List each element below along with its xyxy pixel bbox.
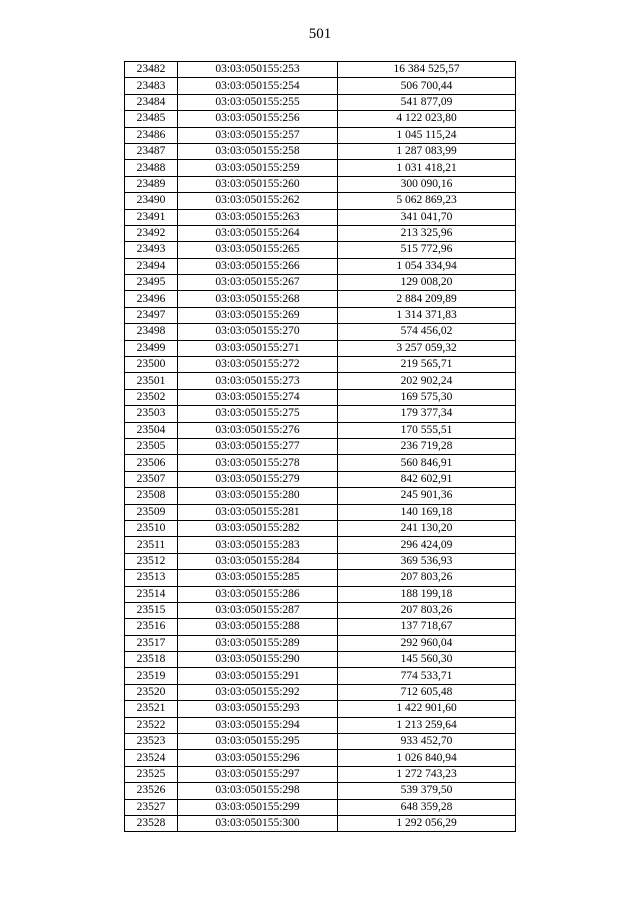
row-number-cell: 23503 bbox=[125, 406, 178, 422]
table-row bbox=[125, 684, 516, 700]
cadastral-value-cell: 170 555,51 bbox=[338, 422, 516, 438]
row-number-cell: 23528 bbox=[125, 815, 178, 831]
row-number-cell: 23486 bbox=[125, 127, 178, 143]
table-row bbox=[125, 193, 516, 209]
cadastral-number-cell: 03:03:050155:294 bbox=[178, 717, 338, 733]
row-number-cell: 23497 bbox=[125, 307, 178, 323]
cadastral-value-cell: 140 169,18 bbox=[338, 504, 516, 520]
table-row bbox=[125, 340, 516, 356]
cadastral-number-cell: 03:03:050155:266 bbox=[178, 258, 338, 274]
cadastral-number-cell: 03:03:050155:260 bbox=[178, 176, 338, 192]
table-row bbox=[125, 389, 516, 405]
cadastral-number-cell: 03:03:050155:285 bbox=[178, 570, 338, 586]
table-row bbox=[125, 406, 516, 422]
cadastral-value-cell: 560 846,91 bbox=[338, 455, 516, 471]
cadastral-number-cell: 03:03:050155:271 bbox=[178, 340, 338, 356]
cadastral-number-cell: 03:03:050155:258 bbox=[178, 143, 338, 159]
cadastral-number-cell: 03:03:050155:280 bbox=[178, 488, 338, 504]
cadastral-number-cell: 03:03:050155:291 bbox=[178, 668, 338, 684]
row-number-cell: 23496 bbox=[125, 291, 178, 307]
row-number-cell: 23521 bbox=[125, 701, 178, 717]
table-row bbox=[125, 799, 516, 815]
cadastral-value-cell: 648 359,28 bbox=[338, 799, 516, 815]
cadastral-value-cell: 539 379,50 bbox=[338, 783, 516, 799]
table-row bbox=[125, 291, 516, 307]
cadastral-number-cell: 03:03:050155:297 bbox=[178, 766, 338, 782]
cadastral-number-cell: 03:03:050155:270 bbox=[178, 324, 338, 340]
cadastral-value-cell: 296 424,09 bbox=[338, 537, 516, 553]
table-row bbox=[125, 537, 516, 553]
row-number-cell: 23505 bbox=[125, 438, 178, 454]
cadastral-value-cell: 574 456,02 bbox=[338, 324, 516, 340]
cadastral-value-cell: 1 287 083,99 bbox=[338, 143, 516, 159]
row-number-cell: 23515 bbox=[125, 602, 178, 618]
row-number-cell: 23483 bbox=[125, 78, 178, 94]
table-row bbox=[125, 471, 516, 487]
cadastral-value-cell: 1 213 259,64 bbox=[338, 717, 516, 733]
cadastral-value-cell: 241 130,20 bbox=[338, 520, 516, 536]
cadastral-value-cell: 300 090,16 bbox=[338, 176, 516, 192]
cadastral-number-cell: 03:03:050155:273 bbox=[178, 373, 338, 389]
cadastral-number-cell: 03:03:050155:283 bbox=[178, 537, 338, 553]
cadastral-value-cell: 245 901,36 bbox=[338, 488, 516, 504]
row-number-cell: 23482 bbox=[125, 62, 178, 78]
table-row bbox=[125, 438, 516, 454]
cadastral-value-cell: 4 122 023,80 bbox=[338, 111, 516, 127]
table-row bbox=[125, 209, 516, 225]
cadastral-number-cell: 03:03:050155:264 bbox=[178, 225, 338, 241]
cadastral-number-cell: 03:03:050155:256 bbox=[178, 111, 338, 127]
table-row bbox=[125, 488, 516, 504]
row-number-cell: 23522 bbox=[125, 717, 178, 733]
table-row bbox=[125, 62, 516, 78]
row-number-cell: 23504 bbox=[125, 422, 178, 438]
row-number-cell: 23508 bbox=[125, 488, 178, 504]
row-number-cell: 23510 bbox=[125, 520, 178, 536]
row-number-cell: 23509 bbox=[125, 504, 178, 520]
table-row bbox=[125, 750, 516, 766]
cadastral-number-cell: 03:03:050155:278 bbox=[178, 455, 338, 471]
cadastral-value-cell: 202 902,24 bbox=[338, 373, 516, 389]
cadastral-number-cell: 03:03:050155:275 bbox=[178, 406, 338, 422]
cadastral-value-cell: 1 272 743,23 bbox=[338, 766, 516, 782]
cadastral-value-cell: 2 884 209,89 bbox=[338, 291, 516, 307]
cadastral-number-cell: 03:03:050155:292 bbox=[178, 684, 338, 700]
table-row bbox=[125, 701, 516, 717]
cadastral-number-cell: 03:03:050155:268 bbox=[178, 291, 338, 307]
row-number-cell: 23485 bbox=[125, 111, 178, 127]
row-number-cell: 23502 bbox=[125, 389, 178, 405]
table-row bbox=[125, 275, 516, 291]
cadastral-number-cell: 03:03:050155:286 bbox=[178, 586, 338, 602]
cadastral-value-cell: 207 803,26 bbox=[338, 602, 516, 618]
table-row bbox=[125, 78, 516, 94]
table-row bbox=[125, 652, 516, 668]
cadastral-value-cell: 1 422 901,60 bbox=[338, 701, 516, 717]
table-row bbox=[125, 602, 516, 618]
cadastral-number-cell: 03:03:050155:279 bbox=[178, 471, 338, 487]
cadastral-number-cell: 03:03:050155:296 bbox=[178, 750, 338, 766]
table-row bbox=[125, 357, 516, 373]
table-row bbox=[125, 127, 516, 143]
cadastral-value-cell: 1 045 115,24 bbox=[338, 127, 516, 143]
cadastral-number-cell: 03:03:050155:274 bbox=[178, 389, 338, 405]
table-row bbox=[125, 94, 516, 110]
cadastral-number-cell: 03:03:050155:293 bbox=[178, 701, 338, 717]
cadastral-number-cell: 03:03:050155:263 bbox=[178, 209, 338, 225]
row-number-cell: 23525 bbox=[125, 766, 178, 782]
cadastral-value-cell: 933 452,70 bbox=[338, 734, 516, 750]
table-row bbox=[125, 176, 516, 192]
table-row bbox=[125, 160, 516, 176]
table-row bbox=[125, 586, 516, 602]
table-row bbox=[125, 307, 516, 323]
row-number-cell: 23498 bbox=[125, 324, 178, 340]
row-number-cell: 23517 bbox=[125, 635, 178, 651]
cadastral-value-cell: 145 560,30 bbox=[338, 652, 516, 668]
row-number-cell: 23487 bbox=[125, 143, 178, 159]
row-number-cell: 23512 bbox=[125, 553, 178, 569]
row-number-cell: 23489 bbox=[125, 176, 178, 192]
cadastral-value-cell: 1 031 418,21 bbox=[338, 160, 516, 176]
cadastral-number-cell: 03:03:050155:262 bbox=[178, 193, 338, 209]
row-number-cell: 23523 bbox=[125, 734, 178, 750]
cadastral-number-cell: 03:03:050155:276 bbox=[178, 422, 338, 438]
table-row bbox=[125, 258, 516, 274]
row-number-cell: 23490 bbox=[125, 193, 178, 209]
cadastral-number-cell: 03:03:050155:298 bbox=[178, 783, 338, 799]
cadastral-number-cell: 03:03:050155:288 bbox=[178, 619, 338, 635]
row-number-cell: 23500 bbox=[125, 357, 178, 373]
row-number-cell: 23514 bbox=[125, 586, 178, 602]
cadastral-value-cell: 188 199,18 bbox=[338, 586, 516, 602]
cadastral-value-cell: 5 062 869,23 bbox=[338, 193, 516, 209]
table-row bbox=[125, 717, 516, 733]
row-number-cell: 23507 bbox=[125, 471, 178, 487]
cadastral-value-cell: 292 960,04 bbox=[338, 635, 516, 651]
cadastral-number-cell: 03:03:050155:284 bbox=[178, 553, 338, 569]
cadastral-value-cell: 842 602,91 bbox=[338, 471, 516, 487]
cadastral-value-cell: 712 605,48 bbox=[338, 684, 516, 700]
cadastral-value-cell: 16 384 525,57 bbox=[338, 62, 516, 78]
table-row bbox=[125, 455, 516, 471]
cadastral-number-cell: 03:03:050155:282 bbox=[178, 520, 338, 536]
table-row bbox=[125, 635, 516, 651]
cadastral-value-cell: 506 700,44 bbox=[338, 78, 516, 94]
cadastral-number-cell: 03:03:050155:290 bbox=[178, 652, 338, 668]
table-row bbox=[125, 553, 516, 569]
cadastral-number-cell: 03:03:050155:281 bbox=[178, 504, 338, 520]
table-row bbox=[125, 225, 516, 241]
table-row bbox=[125, 783, 516, 799]
cadastral-value-cell: 3 257 059,32 bbox=[338, 340, 516, 356]
table-row bbox=[125, 570, 516, 586]
cadastral-number-cell: 03:03:050155:269 bbox=[178, 307, 338, 323]
row-number-cell: 23495 bbox=[125, 275, 178, 291]
cadastral-value-cell: 213 325,96 bbox=[338, 225, 516, 241]
table-row bbox=[125, 668, 516, 684]
row-number-cell: 23516 bbox=[125, 619, 178, 635]
table-row bbox=[125, 143, 516, 159]
row-number-cell: 23494 bbox=[125, 258, 178, 274]
cadastral-number-cell: 03:03:050155:257 bbox=[178, 127, 338, 143]
cadastral-value-cell: 774 533,71 bbox=[338, 668, 516, 684]
row-number-cell: 23488 bbox=[125, 160, 178, 176]
row-number-cell: 23491 bbox=[125, 209, 178, 225]
cadastral-number-cell: 03:03:050155:253 bbox=[178, 62, 338, 78]
cadastral-value-cell: 1 026 840,94 bbox=[338, 750, 516, 766]
cadastral-number-cell: 03:03:050155:287 bbox=[178, 602, 338, 618]
cadastral-value-cell: 179 377,34 bbox=[338, 406, 516, 422]
cadastral-value-table bbox=[124, 61, 516, 832]
row-number-cell: 23524 bbox=[125, 750, 178, 766]
row-number-cell: 23492 bbox=[125, 225, 178, 241]
cadastral-number-cell: 03:03:050155:272 bbox=[178, 357, 338, 373]
table-row bbox=[125, 373, 516, 389]
cadastral-number-cell: 03:03:050155:267 bbox=[178, 275, 338, 291]
cadastral-value-cell: 129 008,20 bbox=[338, 275, 516, 291]
cadastral-value-cell: 137 718,67 bbox=[338, 619, 516, 635]
row-number-cell: 23501 bbox=[125, 373, 178, 389]
cadastral-value-cell: 1 314 371,83 bbox=[338, 307, 516, 323]
table-row bbox=[125, 324, 516, 340]
cadastral-value-cell: 515 772,96 bbox=[338, 242, 516, 258]
cadastral-value-cell: 541 877,09 bbox=[338, 94, 516, 110]
cadastral-number-cell: 03:03:050155:299 bbox=[178, 799, 338, 815]
row-number-cell: 23511 bbox=[125, 537, 178, 553]
row-number-cell: 23518 bbox=[125, 652, 178, 668]
cadastral-number-cell: 03:03:050155:277 bbox=[178, 438, 338, 454]
table-row bbox=[125, 504, 516, 520]
table-row bbox=[125, 242, 516, 258]
table-row bbox=[125, 422, 516, 438]
row-number-cell: 23493 bbox=[125, 242, 178, 258]
cadastral-value-cell: 207 803,26 bbox=[338, 570, 516, 586]
cadastral-number-cell: 03:03:050155:289 bbox=[178, 635, 338, 651]
cadastral-number-cell: 03:03:050155:259 bbox=[178, 160, 338, 176]
cadastral-value-cell: 341 041,70 bbox=[338, 209, 516, 225]
cadastral-number-cell: 03:03:050155:255 bbox=[178, 94, 338, 110]
cadastral-number-cell: 03:03:050155:265 bbox=[178, 242, 338, 258]
table-row bbox=[125, 815, 516, 831]
cadastral-value-cell: 169 575,30 bbox=[338, 389, 516, 405]
cadastral-value-cell: 1 054 334,94 bbox=[338, 258, 516, 274]
cadastral-value-cell: 1 292 056,29 bbox=[338, 815, 516, 831]
row-number-cell: 23484 bbox=[125, 94, 178, 110]
cadastral-number-cell: 03:03:050155:254 bbox=[178, 78, 338, 94]
row-number-cell: 23513 bbox=[125, 570, 178, 586]
table-body bbox=[125, 62, 516, 832]
cadastral-number-cell: 03:03:050155:300 bbox=[178, 815, 338, 831]
table-row bbox=[125, 520, 516, 536]
row-number-cell: 23526 bbox=[125, 783, 178, 799]
table-row bbox=[125, 766, 516, 782]
cadastral-value-cell: 369 536,93 bbox=[338, 553, 516, 569]
table-row bbox=[125, 111, 516, 127]
table-row bbox=[125, 734, 516, 750]
table-row bbox=[125, 619, 516, 635]
row-number-cell: 23519 bbox=[125, 668, 178, 684]
page-number: 501 bbox=[308, 26, 332, 42]
row-number-cell: 23499 bbox=[125, 340, 178, 356]
cadastral-number-cell: 03:03:050155:295 bbox=[178, 734, 338, 750]
cadastral-value-cell: 236 719,28 bbox=[338, 438, 516, 454]
row-number-cell: 23520 bbox=[125, 684, 178, 700]
cadastral-value-cell: 219 565,71 bbox=[338, 357, 516, 373]
row-number-cell: 23527 bbox=[125, 799, 178, 815]
row-number-cell: 23506 bbox=[125, 455, 178, 471]
